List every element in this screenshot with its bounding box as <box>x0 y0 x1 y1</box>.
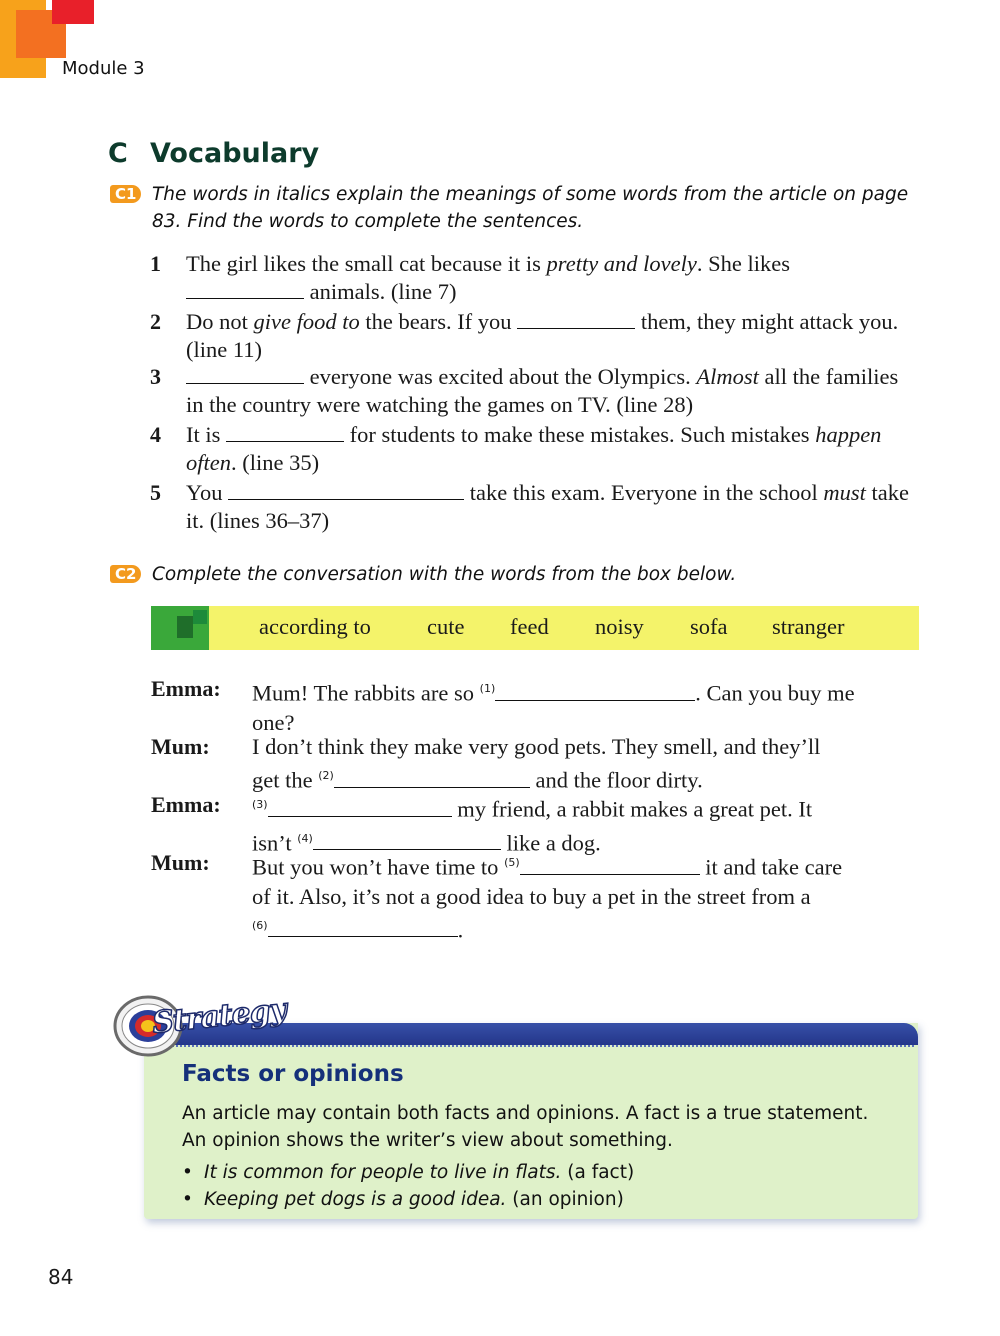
dialogue-line-2: I don’t think they make very good pets. They smell, and they’ll get the $^{(2)}$ and the floor dirty. <box>252 734 821 793</box>
c1-item-3: everyone was excited about the Olympics. Almost all the families in the country were watching the games on TV. (line 28) <box>186 364 899 417</box>
section-name: Vocabulary <box>150 138 320 169</box>
strategy-heading: Facts or opinions <box>182 1061 404 1087</box>
c2-tag: C2 <box>110 565 141 583</box>
strategy-divider <box>148 1045 914 1047</box>
word-box <box>151 606 919 650</box>
c1-item-4: It is for students to make these mistakes. Such mistakes happen often. (line 35) <box>186 422 882 475</box>
dialogue-line-4: But you won’t have time to $^{(5)}$ it and take care of it. Also, it’s not a good idea to buy a pet in the street from a $^{(6)}$ . <box>252 854 843 942</box>
bullet-dot: • <box>182 1189 193 1210</box>
dialogue-line-3: $^{(3)}$ my friend, a rabbit makes a great pet. It isn’t $^{(4)}$ like a dog. <box>252 796 813 855</box>
c2-instruction: Complete the conversation with the words from the box below. <box>152 564 737 585</box>
word-feed: feed <box>510 614 549 639</box>
item-number: 3 <box>150 364 161 389</box>
c1-instruction-line2: 83. Find the words to complete the sentences. <box>152 211 584 232</box>
answer-blank[interactable] <box>517 310 635 329</box>
section-title <box>108 138 319 169</box>
answer-blank[interactable] <box>186 365 304 384</box>
item-number: 2 <box>150 309 161 334</box>
answer-blank[interactable] <box>228 481 464 500</box>
word-stranger: stranger <box>772 614 845 639</box>
word-sofa: sofa <box>690 614 728 639</box>
c1-item-5: You take this exam. Everyone in the school must take it. (lines 36–37) <box>186 480 910 533</box>
section-letter: C <box>108 138 128 169</box>
word-cute: cute <box>427 614 465 639</box>
c1-tag: C1 <box>110 185 141 203</box>
word-according-to: according to <box>259 614 371 639</box>
strategy-bullet-1: • It is common for people to live in flats. (a fact) <box>182 1162 635 1183</box>
speaker-mum: Mum: <box>151 734 210 759</box>
speaker-mum: Mum: <box>151 850 210 875</box>
word-noisy: noisy <box>595 614 644 639</box>
answer-blank[interactable] <box>226 423 344 442</box>
answer-blank-2[interactable] <box>334 769 530 788</box>
item-number: 5 <box>150 480 161 505</box>
dialogue-line-1: Mum! The rabbits are so $^{(1)}$ . Can you buy me one? <box>252 680 855 735</box>
bullet-dot: • <box>182 1162 193 1183</box>
module-label: Module 3 <box>62 58 145 79</box>
page-number: 84 <box>48 1265 74 1289</box>
strategy-box <box>112 992 942 1235</box>
answer-blank-5[interactable] <box>520 856 700 875</box>
strategy-text-1: An article may contain both facts and opinions. A fact is a true statement. <box>182 1103 869 1124</box>
speaker-emma: Emma: <box>151 676 221 701</box>
item-number: 1 <box>150 251 161 276</box>
speaker-emma: Emma: <box>151 792 221 817</box>
answer-blank[interactable] <box>186 280 304 299</box>
c1-item-2: Do not give food to the bears. If you them, they might attack you. (line 11) <box>186 309 899 362</box>
strategy-label: Strategy <box>150 992 288 1041</box>
item-number: 4 <box>150 422 161 447</box>
c1-item-1: The girl likes the small cat because it is pretty and lovely. She likes animals. (line 7) <box>186 251 791 304</box>
strategy-text-2: An opinion shows the writer’s view about something. <box>182 1130 673 1151</box>
word-box-icon <box>151 606 209 650</box>
answer-blank-1[interactable] <box>495 682 695 701</box>
strategy-bullet-2: • Keeping pet dogs is a good idea. (an opinion) <box>182 1189 624 1210</box>
answer-blank-6[interactable] <box>268 918 458 937</box>
answer-blank-3[interactable] <box>268 798 452 817</box>
c1-instruction-line1: The words in italics explain the meanings of some words from the article on page <box>152 184 909 205</box>
